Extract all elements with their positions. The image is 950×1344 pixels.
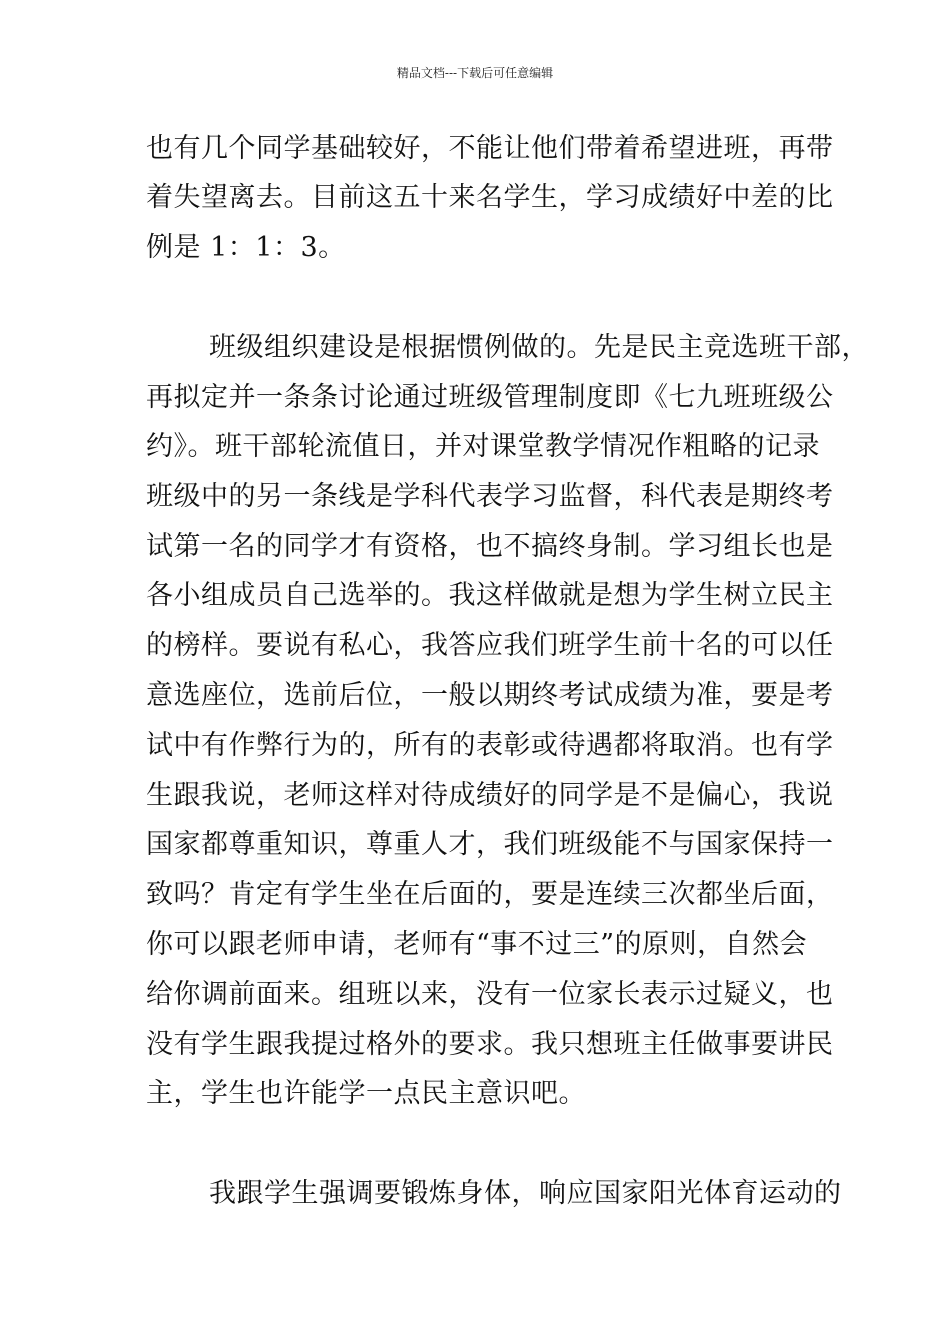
page-header: 精品文档---下载后可任意编辑 bbox=[396, 66, 554, 80]
paragraph-2-line-15: 没有学生跟我提过格外的要求。我只想班主任做事要讲民 bbox=[146, 1029, 834, 1060]
paragraph-1-line-2: 着失望离去。目前这五十来名学生，学习成绩好中差的比 bbox=[146, 182, 834, 213]
paragraph-3-line-1: 我跟学生强调要锻炼身体，响应国家阳光体育运动的 bbox=[209, 1178, 842, 1209]
paragraph-1-line-3: 例是 1：1：3。 bbox=[146, 232, 346, 263]
paragraph-2-line-3: 约》。班干部轮流值日，并对课堂教学情况作粗略的记录 bbox=[146, 431, 820, 462]
paragraph-2-line-2: 再拟定并一条条讨论通过班级管理制度即《七九班班级公 bbox=[146, 382, 834, 413]
paragraph-2-line-10: 生跟我说，老师这样对待成绩好的同学是不是偏心，我说 bbox=[146, 780, 834, 811]
paragraph-2-line-16: 主，学生也许能学一点民主意识吧。 bbox=[146, 1078, 586, 1109]
paragraph-2-line-8: 意选座位，选前后位，一般以期终考试成绩为准，要是考 bbox=[146, 680, 834, 711]
paragraph-2-line-11: 国家都尊重知识，尊重人才，我们班级能不与国家保持一 bbox=[146, 829, 834, 860]
paragraph-2-line-14: 给你调前面来。组班以来，没有一位家长表示过疑义，也 bbox=[146, 979, 834, 1010]
paragraph-2-line-12: 致吗？肯定有学生坐在后面的，要是连续三次都坐后面， bbox=[146, 879, 834, 910]
paragraph-2-line-1: 班级组织建设是根据惯例做的。先是民主竞选班干部， bbox=[209, 332, 869, 363]
paragraph-2-line-5: 试第一名的同学才有资格，也不搞终身制。学习组长也是 bbox=[146, 531, 834, 562]
paragraph-2-line-7: 的榜样。要说有私心，我答应我们班学生前十名的可以任 bbox=[146, 630, 834, 661]
paragraph-1-line-1: 也有几个同学基础较好，不能让他们带着希望进班，再带 bbox=[146, 133, 834, 164]
paragraph-2-line-13: 你可以跟老师申请，老师有“事不过三”的原则，自然会 bbox=[146, 929, 808, 960]
paragraph-2-line-4: 班级中的另一条线是学科代表学习监督，科代表是期终考 bbox=[146, 481, 834, 512]
paragraph-2-line-6: 各小组成员自己选举的。我这样做就是想为学生树立民主 bbox=[146, 580, 834, 611]
paragraph-2-line-9: 试中有作弊行为的，所有的表彰或待遇都将取消。也有学 bbox=[146, 730, 834, 761]
